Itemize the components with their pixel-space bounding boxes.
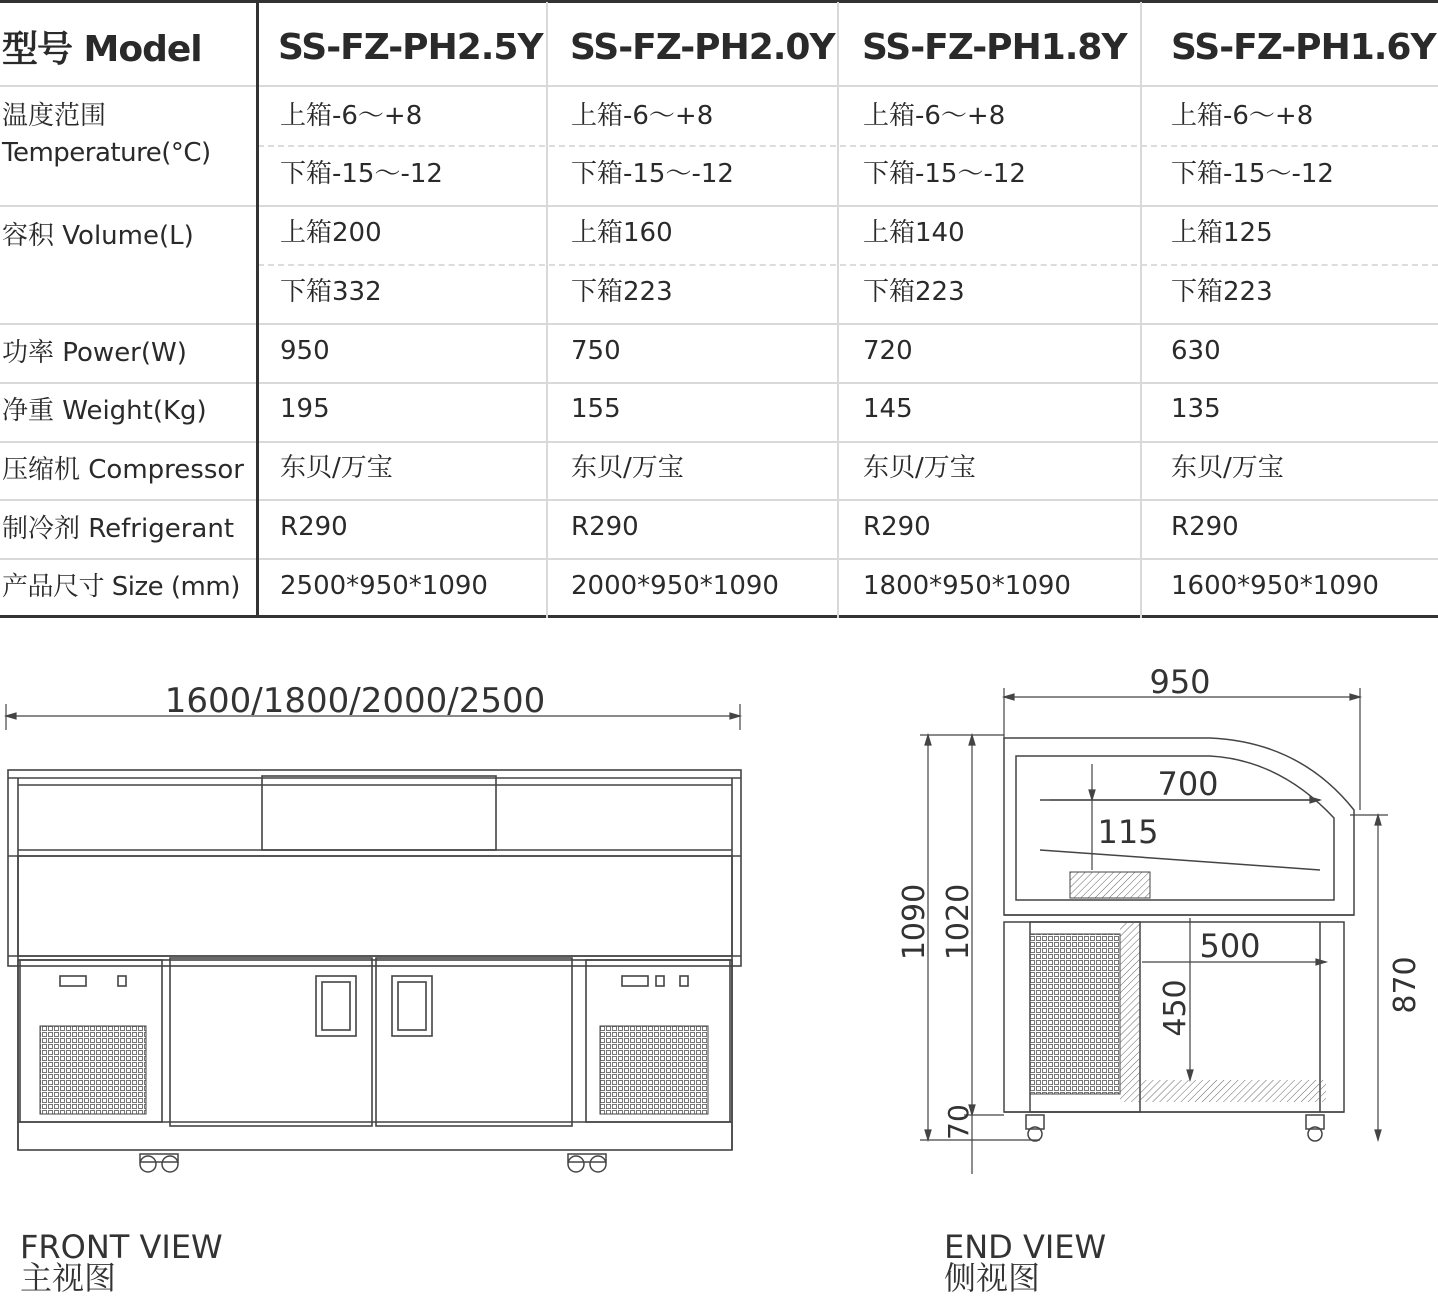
front-width-dimension: 1600/1800/2000/2500 — [164, 681, 546, 721]
body-height-dimension: 1020 — [941, 883, 976, 961]
temp-lower-value: 下箱-15～-12 — [571, 159, 734, 189]
front-view-caption-cn: 主视图 — [20, 1259, 117, 1297]
volume-upper-value: 上箱160 — [571, 218, 673, 248]
base-height-dimension: 70 — [942, 1104, 975, 1140]
weight-value: 155 — [571, 394, 621, 424]
front-view-drawing — [0, 660, 760, 1200]
compressor-value: 东贝/万宝 — [571, 453, 684, 483]
spec-table — [0, 0, 1438, 620]
weight-value: 195 — [280, 394, 330, 424]
temp-upper-value: 上箱-6～+8 — [571, 101, 714, 131]
model-header-label: 型号 Model — [2, 29, 202, 70]
end-height-dimension-lines — [920, 735, 1040, 1174]
temp-upper-value: 上箱-6～+8 — [1171, 101, 1314, 131]
front-view-caption-en: FRONT VIEW — [20, 1228, 223, 1266]
column-divider — [1140, 2, 1142, 618]
volume-lower-value: 下箱223 — [1171, 277, 1273, 307]
vent-grille — [1030, 934, 1120, 1094]
power-value: 630 — [1171, 336, 1221, 366]
temp-upper-value: 上箱-6～+8 — [863, 101, 1006, 131]
weight-value: 135 — [1171, 394, 1221, 424]
model-name: SS-FZ-PH1.6Y — [1171, 27, 1436, 68]
compressor-label: 压缩机 Compressor — [2, 455, 244, 485]
volume-label: 容积 Volume(L) — [2, 221, 194, 251]
insulation-hatch — [1070, 872, 1150, 898]
size-value: 1600*950*1090 — [1171, 571, 1379, 601]
column-divider — [546, 2, 548, 618]
power-value: 950 — [280, 336, 330, 366]
lower-height-dimension: 450 — [1158, 979, 1193, 1037]
temperature-label-en: Temperature(°C) — [2, 138, 211, 168]
refrigerant-value: R290 — [571, 512, 639, 542]
vent-grille — [600, 1026, 708, 1114]
end-view-drawing — [880, 660, 1430, 1200]
temp-lower-value: 下箱-15～-12 — [863, 159, 1026, 189]
refrigerant-value: R290 — [863, 512, 931, 542]
temp-upper-value: 上箱-6～+8 — [280, 101, 423, 131]
front-height-dimension-line — [1350, 815, 1388, 1140]
column-divider — [256, 2, 259, 618]
end-view-caption-en: END VIEW — [944, 1228, 1107, 1266]
row-divider — [0, 85, 1438, 87]
volume-upper-value: 上箱200 — [280, 218, 382, 248]
front-height-dimension: 870 — [1388, 956, 1423, 1014]
power-value: 720 — [863, 336, 913, 366]
power-label: 功率 Power(W) — [2, 338, 187, 368]
insulation-hatch — [1120, 922, 1140, 1102]
model-name: SS-FZ-PH2.0Y — [570, 27, 835, 68]
refrigerant-value: R290 — [280, 512, 348, 542]
insulation-hatch — [1140, 1080, 1326, 1102]
row-divider — [0, 323, 1438, 325]
model-name: SS-FZ-PH1.8Y — [862, 27, 1127, 68]
size-value: 2500*950*1090 — [280, 571, 488, 601]
end-width-dimension: 950 — [1149, 663, 1211, 701]
temp-lower-value: 下箱-15～-12 — [1171, 159, 1334, 189]
temp-lower-value: 下箱-15～-12 — [280, 159, 443, 189]
size-value: 1800*950*1090 — [863, 571, 1071, 601]
refrigerant-label: 制冷剂 Refrigerant — [2, 514, 235, 544]
row-divider — [0, 499, 1438, 501]
row-divider — [0, 382, 1438, 384]
weight-label: 净重 Weight(Kg) — [2, 396, 207, 426]
volume-lower-value: 下箱223 — [571, 277, 673, 307]
compressor-value: 东贝/万宝 — [863, 453, 976, 483]
front-casters — [140, 1154, 606, 1172]
row-dash-divider — [258, 145, 1438, 147]
row-divider — [0, 441, 1438, 443]
lower-width-dimension: 500 — [1199, 927, 1261, 965]
volume-lower-value: 下箱332 — [280, 277, 382, 307]
vent-grille — [40, 1026, 146, 1114]
table-top-border — [0, 0, 1438, 3]
model-name: SS-FZ-PH2.5Y — [278, 27, 543, 68]
volume-upper-value: 上箱125 — [1171, 218, 1273, 248]
column-divider — [837, 2, 839, 618]
size-label: 产品尺寸 Size (mm) — [2, 572, 240, 602]
row-divider — [0, 558, 1438, 560]
shelf-dimension: 115 — [1097, 813, 1159, 851]
size-value: 2000*950*1090 — [571, 571, 779, 601]
end-view-caption-cn: 侧视图 — [944, 1259, 1041, 1297]
inner-width-dimension: 700 — [1157, 765, 1219, 803]
row-divider — [0, 205, 1438, 207]
volume-upper-value: 上箱140 — [863, 218, 965, 248]
power-value: 750 — [571, 336, 621, 366]
temperature-label-cn: 温度范围 — [2, 101, 107, 131]
end-casters — [1026, 1115, 1324, 1141]
compressor-value: 东贝/万宝 — [280, 453, 393, 483]
total-height-dimension: 1090 — [897, 883, 932, 961]
row-dash-divider — [258, 264, 1438, 266]
refrigerant-value: R290 — [1171, 512, 1239, 542]
table-bottom-border — [0, 615, 1438, 618]
weight-value: 145 — [863, 394, 913, 424]
volume-lower-value: 下箱223 — [863, 277, 965, 307]
compressor-value: 东贝/万宝 — [1171, 453, 1284, 483]
